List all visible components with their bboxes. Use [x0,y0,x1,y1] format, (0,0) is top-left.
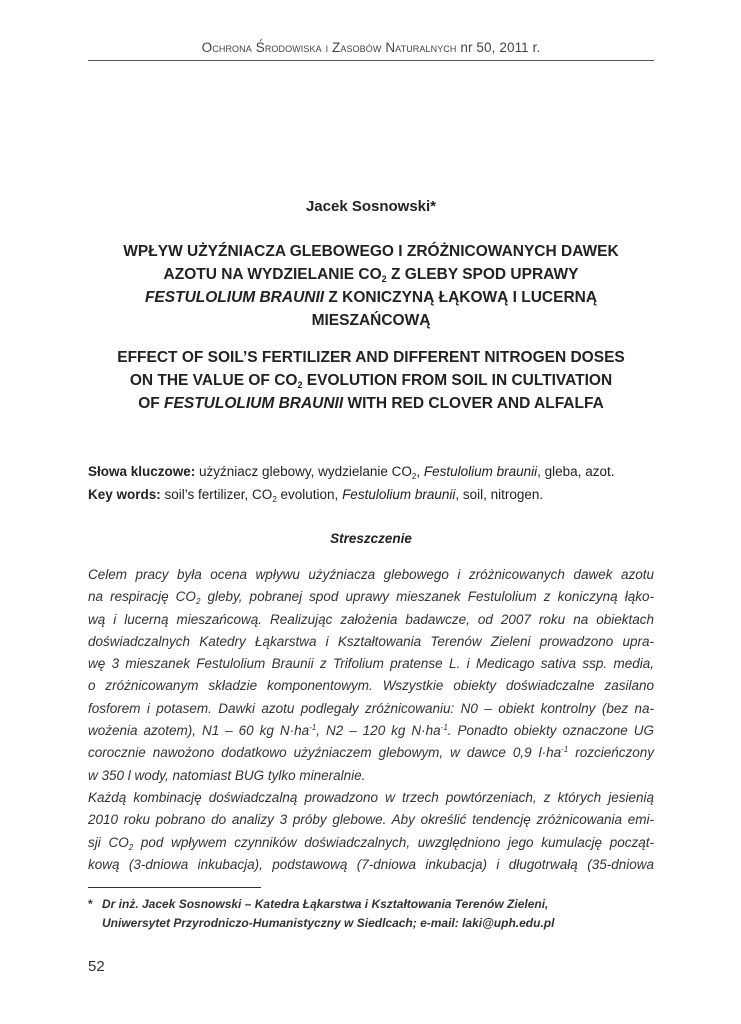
author-footnote [88,895,654,933]
abstract-line: sji $CO_2$ pod wpływem czynników doświadczalnych, uwzględniono jego kumulację począt- [88,834,655,852]
footnote-line-1: * Dr inż. Jacek Sosnowski – Katedra Łąkarstwa i Kształtowania Terenów Zieleni, [88,895,654,914]
keywords-polish: Słowa kluczowe: użyźniacz glebowy, wydzielanie $CO_2$, Festulolium braunii, gleba, azot. [88,464,615,481]
author-name: Jacek Sosnowski* [305,198,437,215]
journal-name: Ochrona Środowiska i Zasobów Naturalnych [201,40,457,55]
title-polish [88,240,654,332]
header-rule [88,60,654,61]
abstract-line: o zróżnicowanym składzie komponentowym. Wszystkie obiekty doświadczalne zasilano [88,678,654,694]
running-head [88,40,654,55]
title-pl-line-1: WPŁYW UŻYŹNIACZA GLEBOWEGO I ZRÓŻNICOWANYCH DAWEK [123,243,619,260]
abstract-line: w 350 l wody, natomiast BUG tylko mineralnie. [88,767,366,783]
abstract-line: kową (3-dniowa inkubacja), podstawową (7-dniowa inkubacja) i długotrwałą (35-dniowa [88,856,654,872]
footnote-marker: * [88,897,93,911]
abstract-line: wą i lucerną mieszańcową. Realizując założenia badawcze, od 2007 roku na obiektach [88,611,654,627]
abstract-heading: Streszczenie [330,531,412,546]
abstract-line: wę 3 mieszanek Festulolium Braunii z Trifolium pratense L. i Medicago sativa ssp. media, [88,656,654,672]
title-en-line-1: EFFECT OF SOIL’S FERTILIZER AND DIFFERENT NITROGEN DOSES [117,349,625,366]
footnote-affiliation: Uniwersytet Przyrodniczo-Humanistyczny w Siedlcach; e-mail: laki@uph.edu.pl [102,916,555,930]
abstract-body [88,564,654,876]
abstract-line: fosforem i potasem. Dawki azotu podlegały zróżnicowaniu: N0 – obiekt kontrolny (bez na- [88,700,654,716]
title-pl-line-3: FESTULOLIUM BRAUNII Z KONICZYNĄ ŁĄKOWĄ I LUCERNĄ [144,289,598,306]
keywords-english: Key words: soil’s fertilizer, $CO_2$ evolution, Festulolium braunii, soil, nitrogen. [88,487,544,504]
title-pl-line-2: AZOTU NA WYDZIELANIE $CO_2$ Z GLEBY SPOD UPRAWY [163,266,579,284]
title-en-line-2: ON THE VALUE OF $CO_2$ EVOLUTION FROM SOIL IN CULTIVATION [129,372,613,390]
abstract-line: na respirację $CO_2$ gleby, pobranej spod uprawy mieszanek Festulolium z koniczyną łąko- [88,589,654,607]
abstract-line: Każdą kombinację doświadczalną prowadzono w trzech powtórzeniach, z których jesienią [88,789,654,805]
title-pl-line-4: MIESZAŃCOWĄ [311,312,431,329]
page-number: 52 [88,958,105,975]
title-english [88,346,654,415]
keywords-block [88,460,654,506]
abstract-line: corocznie nawożono dodatkowo użyźniaczem glebowym, w dawce 0,9 $l\cdot ha^{-1}$ rozcieńczony [88,745,655,761]
abstract-line: Celem pracy była ocena wpływu użyźniacza glebowego i zróżnicowanych dawek azotu [88,567,654,582]
footnote-rule [88,887,261,888]
issue-info: nr 50, 2011 r. [460,40,541,55]
abstract-line: 2010 roku pobrano do analizy 3 próby glebowe. Aby określić tendencję zróżnicowania emi- [88,812,654,828]
abstract-line: wożenia azotem), N1 – 60 kg $N\cdot ha^{-1}$, N2 – 120 kg $N\cdot ha^{-1}$. Ponadto obiekty oznaczone UG [88,723,655,739]
abstract-line: doświadczalnych Katedry Łąkarstwa i Kształtowania Terenów Zieleni prowadzono upra- [88,633,654,649]
footnote-line-2 [88,914,654,933]
title-en-line-3: OF FESTULOLIUM BRAUNII WITH RED CLOVER AND ALFALFA [138,395,604,412]
